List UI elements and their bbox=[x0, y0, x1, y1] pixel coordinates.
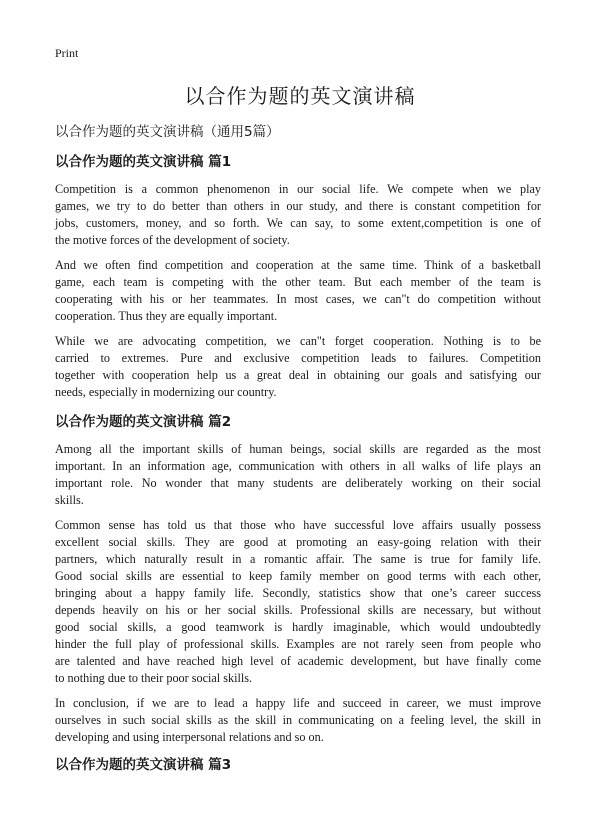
text-line: bringing about a happy family life. Secondly, statistics show that one’s career success bbox=[55, 586, 541, 600]
paragraph bbox=[55, 181, 541, 249]
paragraph bbox=[55, 333, 541, 401]
print-label: Print bbox=[55, 46, 79, 60]
text-line: the motive forces of the development of society. bbox=[55, 233, 290, 247]
text-line: In conclusion, if we are to lead a happy life and succeed in career, we must improve bbox=[55, 696, 541, 710]
text-line: needs, especially in modernizing our country. bbox=[55, 385, 277, 399]
text-line: While we are advocating competition, we can"t forget cooperation. Nothing is to be bbox=[55, 334, 541, 348]
text-line: good social skills, a good teamwork is hardly imaginable, which would undoubtedly bbox=[55, 620, 541, 634]
section-heading-1: 以合作为题的英文演讲稿 篇1 bbox=[55, 154, 232, 170]
paragraph bbox=[55, 441, 541, 509]
text-line: excellent social skills. They are good at promoting an easy-going relation with their bbox=[55, 535, 541, 549]
page-subtitle: 以合作为题的英文演讲稿（通用5篇） bbox=[55, 124, 280, 140]
text-line: jobs, customers, money, and so forth. We can say, to some extent,competition is one of bbox=[55, 216, 541, 230]
text-line: games, we try to do better than others in our study, and there is constant competition for bbox=[55, 199, 541, 213]
text-line: hinder the full play of professional skills. Examples are not rarely seen from people who bbox=[55, 637, 541, 651]
text-line: ourselves in such social skills as the skill in communicating on a feeling level, the skill in bbox=[55, 713, 541, 727]
text-line: skills. bbox=[55, 493, 84, 507]
text-line: developing and using interpersonal relations and so on. bbox=[55, 730, 324, 744]
text-line: depends heavily on his or her social skills. Professional skills are necessary, but without bbox=[55, 603, 541, 617]
text-line: to nothing due to their poor social skills. bbox=[55, 671, 253, 685]
paragraph bbox=[55, 517, 541, 687]
section-heading-3: 以合作为题的英文演讲稿 篇3 bbox=[55, 757, 232, 773]
text-line: cooperating with his or her teammates. In most cases, we can"t do competition without bbox=[55, 292, 541, 306]
text-line: carried to extremes. Pure and exclusive competition leads to failures. Competition bbox=[55, 351, 541, 365]
text-line: Among all the important skills of human beings, social skills are regarded as the most bbox=[55, 442, 541, 456]
page-title: 以合作为题的英文演讲稿 bbox=[184, 84, 416, 108]
text-line: cooperation. Thus they are equally important. bbox=[55, 309, 278, 323]
text-line: Competition is a common phenomenon in our social life. We compete when we play bbox=[55, 182, 541, 196]
paragraph bbox=[55, 695, 541, 746]
text-line: important role. No wonder that many students are deliberately working on their social bbox=[55, 476, 541, 490]
paragraph bbox=[55, 257, 541, 325]
section-heading-2: 以合作为题的英文演讲稿 篇2 bbox=[55, 414, 232, 430]
text-line: Common sense has told us that those who have successful love affairs usually possess bbox=[55, 518, 541, 532]
text-line: partners, which naturally result in a romantic affair. The same is true for family life. bbox=[55, 552, 541, 566]
text-line: important. In an information age, communication with others in all walks of life plays an bbox=[55, 459, 541, 473]
text-line: game, each team is competing with the other team. But each member of the team is bbox=[55, 275, 541, 289]
text-line: are talented and have reached high level of academic development, but have finally come bbox=[55, 654, 541, 668]
text-line: together with cooperation help us a great deal in obtaining our goals and satisfying our bbox=[55, 368, 541, 382]
text-line: Good social skills are essential to keep family member on good terms with each other, bbox=[55, 569, 541, 583]
text-line: And we often find competition and cooperation at the same time. Think of a basketball bbox=[55, 258, 541, 272]
